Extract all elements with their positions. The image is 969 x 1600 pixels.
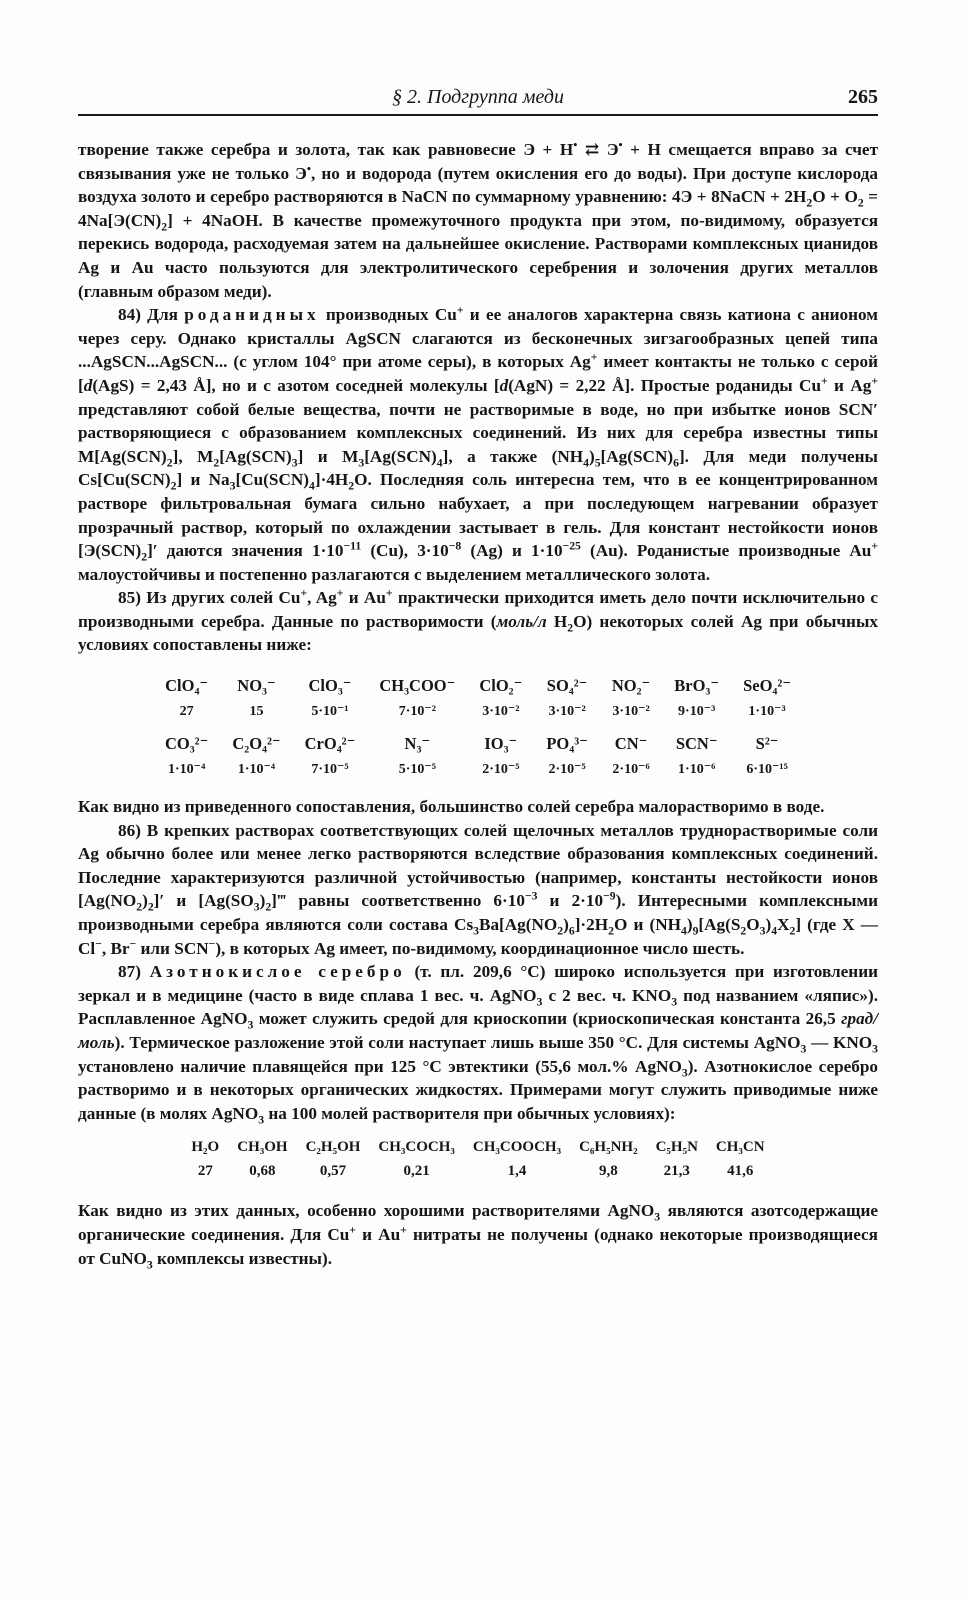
table-cell: 21,3 — [663, 1163, 690, 1180]
table-cell: CN⁻ — [614, 734, 648, 754]
paragraph-after-table: Как видно из приведенного сопоставления, большинство солей серебра малорастворимо в воде. — [78, 797, 825, 817]
table-cell: SCN⁻ — [675, 734, 718, 754]
table-row — [153, 757, 803, 787]
table-cell: 27 — [179, 704, 194, 720]
table-cell: N₃⁻ — [404, 734, 431, 754]
table-cell: 0,21 — [403, 1163, 430, 1180]
table-cell: 2·10⁻⁶ — [612, 762, 650, 778]
document-body — [78, 138, 878, 1270]
table-row — [153, 729, 803, 757]
table-cell: CH₃COOCH₃ — [472, 1139, 562, 1156]
paragraph-continued: творение также серебра и золота, так как равновесие Э + H• ⇄ Э• + H смещается вправо за счет связывания уже не только Э•, но и водорода (путем окисления его до воды). При доступе кислорода воздуха золото и серебро растворяются в NaCN по суммарному уравнению: 4Э + 8NaCN + $2H_2O + O_2 = 4Na[Э(CN)_2]$ + 4NaOH. В качестве промежуточного продукта при этом, по-видимому, образуется перекись водорода, расходуемая затем на дальнейшее окисление. Растворами комплексных цианидов Ag и Au часто пользуются для электролитического серебрения и золочения других металлов (главным образом меди). — [78, 138, 879, 301]
table-cell: 41,6 — [727, 1163, 754, 1180]
table-row — [182, 1135, 773, 1159]
paragraph-86: 86) В крепких растворах соответствующих солей щелочных металлов труднорастворимые соли Ag обычно более или менее легко растворяются вследствие образования комплексных соединений. Последние характеризуются различной устойчивостью (например, константы нестойкости ионов $[Ag(NO_2)_2]'$ и $[Ag(SO_3)_2]‴$ равны соответственно $6\cdot 10^{-3}$ и $2\cdot 10^{-9}$). Интересными комплексными производными серебра являются соли состава $Cs_3Ba[Ag(NO_2)_6]\cdot 2H_2O$ и $(NH_4)_9[Ag(S_2O_3)_4X_2]$ (где X — Cl−, Br− или SCN−), в которых Ag имеет, по-видимому, координационное число шесть. — [78, 820, 879, 958]
table-cell: 1·10⁻⁶ — [678, 762, 716, 778]
table-cell: 9·10⁻³ — [678, 704, 716, 720]
table-cell: BrO₃⁻ — [674, 676, 720, 696]
table-row — [153, 671, 803, 699]
table-cell: PO₄³⁻ — [546, 734, 588, 754]
table-cell: NO₃⁻ — [237, 676, 276, 696]
table-cell: S²⁻ — [755, 734, 779, 754]
running-header — [78, 84, 878, 116]
solubility-table — [153, 671, 803, 787]
table-cell: CO₃²⁻ — [164, 734, 209, 754]
table-cell: IO₃⁻ — [484, 734, 518, 754]
table-cell: 1,4 — [507, 1163, 527, 1180]
table-cell: NO₂⁻ — [611, 676, 651, 696]
table-cell: CH₃CN — [715, 1139, 765, 1156]
table-cell: 5·10⁻⁵ — [398, 762, 436, 778]
table-cell: 1·10⁻³ — [748, 704, 786, 720]
table-cell: 0,68 — [249, 1163, 276, 1180]
paragraph-final: Как видно из этих данных, особенно хорошими растворителями AgNO$_3$ являются азотсодержащие органические соединения. Для Cu+ и Au+ нитраты не получены (однако некоторые производящиеся от CuNO$_3$ комплексы известны). — [78, 1201, 878, 1271]
paragraph-84: 84) Для роданидных производных Cu+ и ее аналогов характерна связь катиона с анионом через серу. Однако кристаллы AgSCN слагаются из бесконечных зигзагообразных цепей типа ...AgSCN...AgSCN... (с углом 104° при атоме серы), в которых Ag+ имеет контакты не только с серой [d(AgS) = 2,43 Å], но и с азотом соседней молекулы [d(AgN) = 2,22 Å]. Простые роданиды Cu+ и Ag+ представляют собой белые вещества, почти не растворимые в воде, но при избытке ионов SCN′ растворяющиеся с образованием комплексных соединений. Из них для серебра известны типы $M[Ag(SCN)_2]$, $M_2[Ag(SCN)_3]$ и $M_3[Ag(SCN)_4]$, а также $(NH_4)_5[Ag(SCN)_6]$. Для меди получены $Cs[Cu(SCN)_2]$ и $Na_3[Cu(SCN)_4]\cdot 4H_2O$. Последняя соль интересна тем, что в ее концентрированном растворе фильтровальная бумага сильно набухает, а при последующем нагревании образует прозрачный раствор, который по охлаждении застывает в гель. Для констант нестойкости ионов $[Э(SCN)_2]'$ даются значения $1\cdot 10^{-11}$ (Cu), $3\cdot 10^{-8}$ (Ag) и $1\cdot 10^{-25}$ (Au). Роданистые производные Au+ малоустойчивы и постепенно разлагаются с выделением металлического золота. — [78, 303, 879, 584]
table-cell: 5·10⁻¹ — [311, 704, 349, 720]
table-cell: CH₃COO⁻ — [379, 676, 456, 696]
table-cell: 3·10⁻² — [548, 704, 586, 720]
paragraph-87: 87) Азотнокислое серебро (т. пл. 209,6 °C) широко используется при изготовлении зеркал и в медицине (часто в виде сплава 1 вес. ч. AgNO$_3$ с 2 вес. ч. $KNO_3$ под названием «ляпис»). Расплавленное AgNO$_3$ может служить средой для криоскопии (криоскопическая константа 26,5 град/моль). Термическое разложение этой соли наступает лишь выше 350 °C. Для системы AgNO$_3$ — $KNO_3$ установлено наличие плавящейся при 125 °C эвтектики (55,6 мол.% AgNO$_3$). Азотнокислое серебро растворимо и в некоторых органических жидкостях. Примерами могут служить приводимые ниже данные (в молях AgNO$_3$ на 100 молей растворителя при обычных условиях): — [78, 962, 879, 1127]
header-title: § 2. Подгруппа меди — [392, 86, 564, 108]
table-cell: 7·10⁻⁵ — [311, 762, 349, 778]
table-cell: C₆H₅NH₂ — [579, 1139, 638, 1156]
table-cell: CH₃COCH₃ — [378, 1139, 455, 1156]
table-cell: 15 — [249, 704, 264, 720]
table-cell: 1·10⁻⁴ — [237, 762, 276, 778]
table-cell: SeO₄²⁻ — [743, 676, 792, 696]
table-cell: 3·10⁻² — [612, 704, 650, 720]
table-cell: CrO₄²⁻ — [304, 734, 356, 754]
page-number: 265 — [848, 86, 878, 108]
solvent-table — [182, 1135, 773, 1183]
table-cell: ClO₃⁻ — [308, 676, 352, 696]
table-cell: 7·10⁻² — [398, 704, 436, 720]
table-cell: C₅H₅N — [655, 1139, 698, 1156]
table-cell: C₂H₅OH — [305, 1139, 361, 1156]
table-cell: CH₃OH — [237, 1139, 288, 1156]
table-cell: 6·10⁻¹⁵ — [746, 762, 788, 778]
table-cell: 2·10⁻⁵ — [548, 762, 586, 778]
table-cell: 2·10⁻⁵ — [482, 762, 520, 778]
table-cell: ClO₄⁻ — [165, 676, 209, 696]
table-cell: ClO₂⁻ — [479, 676, 523, 696]
table-row — [182, 1159, 773, 1183]
table-cell: SO₄²⁻ — [546, 676, 588, 696]
table-cell: 27 — [197, 1163, 213, 1180]
table-cell: 9,8 — [598, 1163, 618, 1180]
table-cell: 1·10⁻⁴ — [168, 762, 206, 778]
table-row — [153, 699, 803, 729]
table-cell: 0,57 — [319, 1163, 347, 1180]
table-cell: C₂O₄²⁻ — [232, 734, 281, 754]
table-cell: 3·10⁻² — [482, 704, 520, 720]
table-cell: H₂O — [191, 1139, 220, 1156]
paragraph-85: 85) Из других солей Cu+, Ag+ и Au+ практически приходится иметь дело почти исключительно с производными серебра. Данные по растворимости (моль/л $H_2O$) некоторых солей Ag при обычных условиях сопоставлены ниже: — [78, 586, 878, 655]
